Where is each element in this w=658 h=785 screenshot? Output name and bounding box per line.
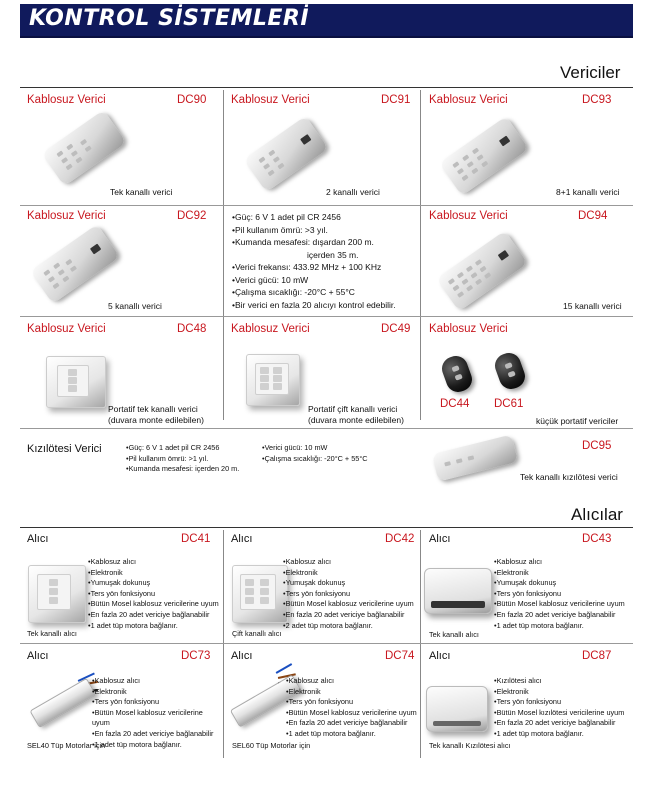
page-title: KONTROL SİSTEMLERİ: [29, 6, 310, 31]
feature-item: • Ters yön fonksiyonu: [283, 589, 419, 600]
spec-item: • Verici gücü: 10 mW: [262, 443, 392, 454]
product-label: Kablosuz Verici: [27, 323, 106, 335]
grid-divider: [420, 530, 421, 758]
product-caption: 15 kanallı verici: [563, 301, 622, 311]
product-label: Kablosuz Verici: [27, 210, 106, 222]
feature-item: • Bütün Mosel kablosuz vericilerine uyum: [92, 708, 222, 729]
product-label: Alıcı: [231, 650, 253, 662]
product-caption: Tek kanallı Kızılötesi alıcı: [429, 741, 511, 750]
feature-item: • Elektronik: [88, 568, 223, 579]
feature-item: • Ters yön fonksiyonu: [286, 697, 420, 708]
product-label: Kablosuz Verici: [231, 323, 310, 335]
spec-item: • Verici gücü: 10 mW: [232, 274, 418, 287]
product-caption: 8+1 kanallı verici: [556, 187, 620, 197]
feature-item: • Ters yön fonksiyonu: [494, 589, 634, 600]
section-title-vericiler: Vericiler: [560, 63, 621, 82]
product-label: Alıcı: [27, 650, 49, 662]
model-code: DC93: [582, 94, 612, 106]
model-code: DC48: [177, 323, 207, 335]
product-label: Alıcı: [429, 533, 451, 545]
feature-item: • Elektronik: [494, 568, 634, 579]
product-label: Kablosuz Verici: [429, 210, 508, 222]
product-caption: SEL60 Tüp Motorlar için: [232, 741, 311, 750]
feature-item: • 1 adet tüp motora bağlanır.: [494, 621, 634, 632]
ir-remote-image: [432, 434, 518, 481]
ir-specs-right: [262, 443, 392, 464]
spec-item: içerden 35 m.: [307, 249, 359, 260]
product-caption: Tek kanallı alıcı: [27, 629, 77, 638]
product-label: Kablosuz Verici: [429, 94, 508, 106]
product-label: Alıcı: [429, 650, 451, 662]
product-caption: (duvara monte edilebilen): [308, 415, 404, 425]
product-label: Kablosuz Verici: [429, 323, 508, 335]
keyfob-image: [492, 350, 529, 393]
feature-item: • Ters yön fonksiyonu: [92, 697, 222, 708]
feature-item: • En fazla 20 adet vericiye bağlanabilir: [88, 610, 223, 621]
feature-item: • 1 adet tüp motora bağlanır.: [494, 729, 634, 740]
model-code: DC94: [578, 210, 608, 222]
spec-item: • Pil kullanım ömrü: >3 yıl.: [232, 224, 418, 237]
feature-item: • En fazla 20 adet vericiye bağlanabilir: [283, 610, 419, 621]
product-label: Kablosuz Verici: [231, 94, 310, 106]
product-caption: 5 kanallı verici: [108, 301, 162, 311]
feature-item: • En fazla 20 adet vericiye bağlanabilir: [286, 718, 420, 729]
model-code: DC49: [381, 323, 411, 335]
feature-item: • Elektronik: [92, 687, 222, 698]
model-code: DC61: [494, 398, 524, 410]
feature-item: • Kızılötesi alıcı: [494, 676, 634, 687]
feature-item: • Yumuşak dokunuş: [88, 578, 223, 589]
feature-item: • Bütün Mosel kızılötesi vericilerine uyum: [494, 708, 634, 719]
feature-item: • Bütün Mosel kablosuz vericilerine uyum: [494, 599, 634, 610]
receiver-image: [28, 565, 86, 623]
receiver-features: [283, 557, 419, 631]
grid-divider: [223, 90, 224, 420]
feature-item: • Bütün Mosel kablosuz vericilerine uyum: [283, 599, 419, 610]
model-code: DC44: [440, 398, 470, 410]
grid-divider: [420, 90, 421, 420]
receiver-features: [88, 557, 223, 631]
feature-item: • 1 adet tüp motora bağlanır.: [88, 621, 223, 632]
spec-item: • Verici frekansı: 433.92 MHz + 100 KHz: [232, 261, 418, 274]
model-code: DC43: [582, 533, 612, 545]
model-code: DC42: [385, 533, 415, 545]
feature-item: • 1 adet tüp motora bağlanır.: [92, 740, 222, 751]
spec-item: • Çalışma sıcaklığı: -20°C + 55°C: [232, 286, 418, 299]
title-banner: [20, 4, 633, 38]
feature-item: • Kablosuz alıcı: [88, 557, 223, 568]
keyfob-image: [439, 353, 476, 396]
model-code: DC41: [181, 533, 211, 545]
transmitter-specs: [232, 211, 418, 311]
feature-item: • Kablosuz alıcı: [494, 557, 634, 568]
spec-item: • Çalışma sıcaklığı: -20°C + 55°C: [262, 454, 392, 465]
spec-item: • Kumanda mesafesi: içerden 20 m.: [126, 464, 266, 475]
product-caption: 2 kanallı verici: [326, 187, 380, 197]
product-caption: Tek kanallı alıcı: [429, 630, 479, 639]
model-code: DC90: [177, 94, 207, 106]
section-title-alicilar: Alıcılar: [571, 505, 623, 524]
feature-item: • Kablosuz alıcı: [283, 557, 419, 568]
model-code: DC91: [381, 94, 411, 106]
feature-item: • Yumuşak dokunuş: [283, 578, 419, 589]
spec-item: • Bir verici en fazla 20 alıcıyı kontrol edebilir.: [232, 299, 418, 312]
grid-divider: [20, 428, 633, 429]
grid-divider: [20, 643, 633, 644]
feature-item: • Elektronik: [494, 687, 634, 698]
model-code: DC92: [177, 210, 207, 222]
feature-item: • 2 adet tüp motora bağlanır.: [283, 621, 419, 632]
receiver-features: [286, 676, 420, 740]
feature-item: • Kablosuz alıcı: [92, 676, 222, 687]
feature-item: • Elektronik: [286, 687, 420, 698]
feature-item: • Bütün Mosel kablosuz vericilerine uyum: [286, 708, 420, 719]
receiver-features: [92, 676, 222, 750]
product-label: Alıcı: [27, 533, 49, 545]
receiver-features: [494, 557, 634, 631]
feature-item: • Ters yön fonksiyonu: [494, 697, 634, 708]
product-label: Kızılötesi Verici: [27, 443, 102, 455]
grid-divider: [20, 316, 633, 317]
feature-item: • Kablosuz alıcı: [286, 676, 420, 687]
receiver-image: [426, 686, 488, 732]
receiver-image: [424, 568, 492, 614]
spec-item: • Pil kullanım ömrü: >1 yıl.: [126, 454, 266, 465]
feature-item: • Ters yön fonksiyonu: [88, 589, 223, 600]
feature-item: • 1 adet tüp motora bağlanır.: [286, 729, 420, 740]
product-label: Alıcı: [231, 533, 253, 545]
feature-item: • En fazla 20 adet vericiye bağlanabilir: [494, 610, 634, 621]
feature-item: • Elektronik: [283, 568, 419, 579]
product-label: Kablosuz Verici: [27, 94, 106, 106]
section-divider: [20, 87, 633, 88]
product-caption: Çift kanallı alıcı: [232, 629, 282, 638]
grid-divider: [223, 530, 224, 758]
wall-transmitter-image: [46, 356, 106, 408]
receiver-features: [494, 676, 634, 740]
product-caption: Portatif tek kanallı verici: [108, 404, 198, 414]
receiver-image: [232, 565, 288, 623]
product-caption: (duvara monte edilebilen): [108, 415, 204, 425]
product-caption: Tek kanallı kızılötesi verici: [520, 472, 618, 482]
ir-specs-left: [126, 443, 266, 475]
product-caption: küçük portatif vericiler: [536, 416, 619, 426]
feature-item: • En fazla 20 adet vericiye bağlanabilir: [92, 729, 222, 740]
product-caption: SEL40 Tüp Motorlar için: [27, 741, 106, 750]
wall-transmitter-image: [246, 354, 300, 406]
feature-item: • Yumuşak dokunuş: [494, 578, 634, 589]
model-code: DC73: [181, 650, 211, 662]
spec-item: • Güç: 6 V 1 adet pil CR 2456: [232, 211, 418, 224]
model-code: DC74: [385, 650, 415, 662]
product-caption: Portatif çift kanallı verici: [308, 404, 398, 414]
model-code: DC95: [582, 440, 612, 452]
section-divider: [20, 527, 633, 528]
spec-item: • Güç: 6 V 1 adet pil CR 2456: [126, 443, 266, 454]
grid-divider: [20, 205, 633, 206]
spec-item: • Kumanda mesafesi: dışardan 200 m.: [232, 236, 418, 249]
model-code: DC87: [582, 650, 612, 662]
feature-item: • En fazla 20 adet vericiye bağlanabilir: [494, 718, 634, 729]
feature-item: • Bütün Mosel kablosuz vericilerine uyum: [88, 599, 223, 610]
product-caption: Tek kanallı verici: [110, 187, 173, 197]
